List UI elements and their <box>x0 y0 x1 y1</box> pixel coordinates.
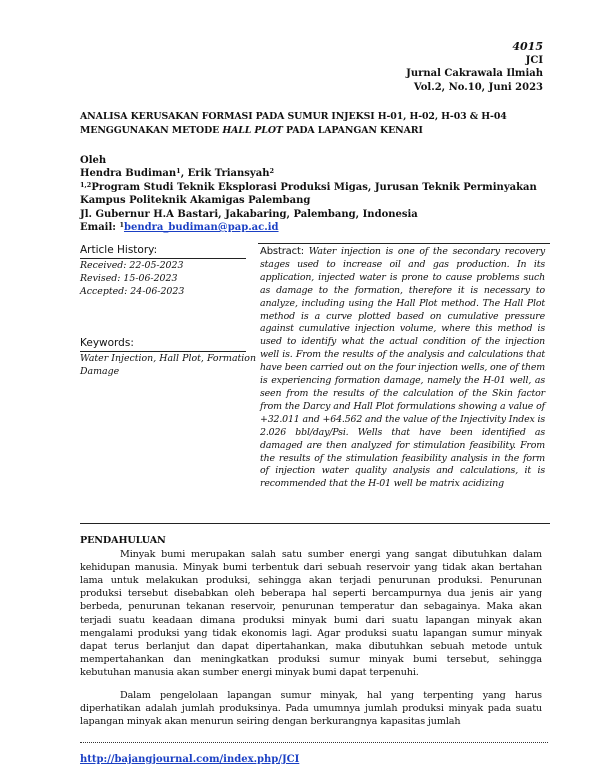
affiliation-text-1: Program Studi Teknik Eksplorasi Produksi Migas, Jurusan Teknik Perminyakan <box>91 181 537 193</box>
author-by: Oleh <box>80 155 107 166</box>
paper-title <box>80 110 530 138</box>
title-line-1: ANALISA KERUSAKAN FORMASI PADA SUMUR INJEKSI H-01, H-02, H-03 & H-04 <box>80 111 507 122</box>
title-line-2 <box>80 124 530 138</box>
author-name-1: Hendra Budiman <box>80 168 177 180</box>
email-link[interactable]: bendra_budiman@pap.ac.id <box>123 222 279 234</box>
revised-date: Revised: 15-06-2023 <box>80 273 178 284</box>
affiliation-address: Jl. Gubernur H.A Bastari, Jakabaring, Palembang, Indonesia <box>80 208 418 220</box>
body-paragraph-1: Minyak bumi merupakan salah satu sumber energi yang sangat dibutuhkan dalam kehidupan manusia. Minyak bumi terbentuk dari sebuah reservoir yang tidak akan bertahan lama untuk melakukan produksi, sehingga akan terjadi penurunan produksi. Penurunan produksi tersebut disebabkan oleh beberapa hal seperti bercampurnya dua jenis air yang berbeda, penurunan tekanan reservoir, penurunan temperatur dan sebagainya. Maka akan terjadi suatu keadaan dimana produksi minyak bumi dari suatu lapangan minyak akan mengalami produksi yang tidak ekonomis lagi. Agar produksi suatu lapangan sumur minyak dapat terus berlanjut dan dapat dipertahankan, maka dibutuhkan sebuah metode untuk mempertahankan dan meningkatkan produksi sumur minyak bumi tersebut, sehingga kebutuhan manusia akan sumber energi minyak bumi dapat terpenuhi. <box>80 549 542 678</box>
title-line-2-italic: HALL PLOT <box>222 125 283 136</box>
section-title: PENDAHULUAN <box>80 535 166 546</box>
author-name-2: , Erik Triansyah <box>180 168 270 180</box>
abstract-text: Water injection is one of the secondary recovery stages used to increase oil and gas production. In its application, injected water is prone to cause problems such as damage to the formation, therefore it is necessary to analyze, including using the Hall Plot method. The Hall Plot method is a curve plotted based on cumulative pressure against cumulative injection volume, where this method is used to identify what the actual condition of the injection well is. From the results of the analysis and calculations that have been carried out on the four injection wells, one of them is experiencing formation damage, namely the H-01 well, as seen from the results of the calculation of the Skin factor from the Darcy and Hall Plot formulations showing a value of +32.011 and +64.562 and the value of the Injectivity Index is 2.026 bbl/day/Psi. Wells that have been identified as damaged are then analyzed for stimulation feasibility. From the results of the stimulation feasibility analysis in the form of injection water quality analysis and calculations, it is recommended that the H-01 well be matrix acidizing <box>260 246 545 490</box>
affiliation-sup: 1,2 <box>80 180 92 189</box>
journal-volume: Vol.2, No.10, Juni 2023 <box>413 81 543 93</box>
email-label: Email: <box>80 222 120 234</box>
abstract-label: Abstract: <box>260 246 304 257</box>
keywords-text: Water Injection, Hall Plot, Formation Damage <box>80 353 256 377</box>
body-paragraph-2: Dalam pengelolaan lapangan sumur minyak, hal yang terpenting yang harus diperhatikan adalah jumlah produksinya. Pada umumnya jumlah produksi minyak pada suatu lapangan minyak akan menurun seiring dengan berkurangnya kapasitas jumlah <box>80 690 542 728</box>
affiliation-line-2: Kampus Politeknik Akamigas Palembang <box>80 195 311 207</box>
received-date: Received: 22-05-2023 <box>80 260 184 271</box>
keywords-label: Keywords: <box>80 337 246 352</box>
journal-header <box>406 40 543 94</box>
page-number: 4015 <box>512 40 543 53</box>
article-info <box>80 244 256 378</box>
author-email-line <box>80 221 550 234</box>
author-block <box>80 154 550 234</box>
journal-abbr: JCI <box>525 54 543 66</box>
section-divider <box>80 523 550 524</box>
footer-dotted-rule <box>80 742 548 743</box>
journal-name: Jurnal Cakrawala Ilmiah <box>406 68 543 79</box>
author-sup-1: 1 <box>176 167 181 176</box>
body-text <box>80 534 542 728</box>
title-line-2-pre: MENGGUNAKAN METODE <box>80 125 223 136</box>
author-names <box>80 167 550 180</box>
article-history-label: Article History: <box>80 244 246 259</box>
abstract <box>260 246 545 491</box>
title-line-2-post: PADA LAPANGAN KENARI <box>282 125 423 136</box>
accepted-date: Accepted: 24-06-2023 <box>80 286 185 297</box>
affiliation-line-1 <box>80 181 550 194</box>
email-sup: 1 <box>119 221 124 230</box>
author-sup-2: 2 <box>269 167 275 176</box>
keywords-block <box>80 337 256 378</box>
abstract-top-rule <box>258 243 550 244</box>
footer-url-link[interactable]: http://bajangjournal.com/index.php/JCI <box>80 754 300 765</box>
